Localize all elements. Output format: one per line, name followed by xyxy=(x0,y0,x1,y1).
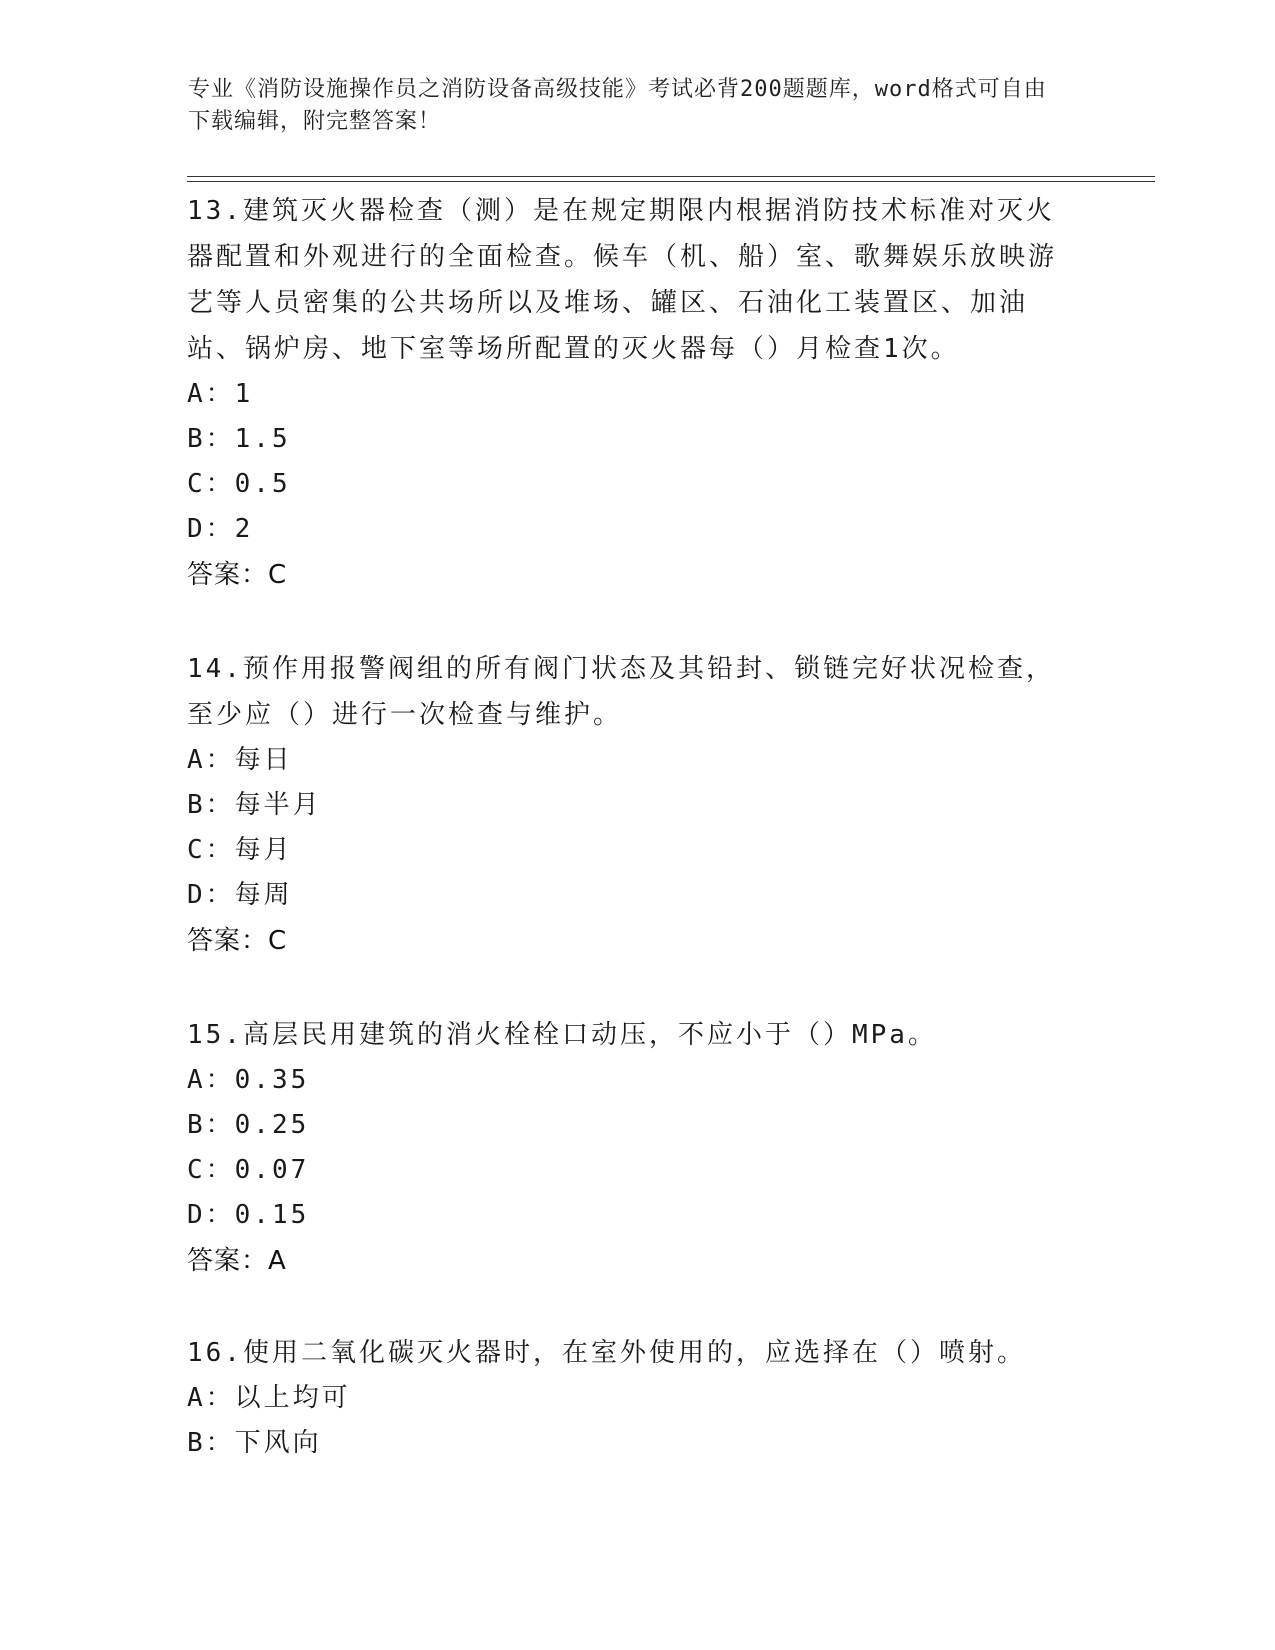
option-a: A：以上均可 xyxy=(187,1383,351,1413)
question-15 xyxy=(187,1012,1077,1284)
option-d: D：每周 xyxy=(187,880,293,910)
option-a: A：0.35 xyxy=(187,1065,310,1095)
answer: 答案：C xyxy=(187,926,288,956)
option-c: C：每月 xyxy=(187,835,293,865)
header-divider-bottom xyxy=(187,181,1155,182)
document-header: 专业《消防设施操作员之消防设备高级技能》考试必背200题题库，word格式可自由下载编辑，附完整答案！ xyxy=(188,77,1047,134)
question-13 xyxy=(187,188,1077,598)
header-divider-top xyxy=(187,176,1155,177)
option-b: B：1.5 xyxy=(187,424,291,454)
question-stem: 15.高层民用建筑的消火栓栓口动压，不应小于（）MPa。 xyxy=(187,1020,937,1050)
option-c: C：0.5 xyxy=(187,469,291,499)
option-d: D：0.15 xyxy=(187,1200,310,1230)
option-b: B：下风向 xyxy=(187,1428,322,1458)
option-b: B：0.25 xyxy=(187,1110,310,1140)
answer: 答案：A xyxy=(187,1246,287,1276)
question-stem: 14.预作用报警阀组的所有阀门状态及其铅封、锁链完好状况检查，至少应（）进行一次检查与维护。 xyxy=(187,654,1055,730)
question-stem: 13.建筑灭火器检查（测）是在规定期限内根据消防技术标准对灭火器配置和外观进行的全面检查。候车（机、船）室、歌舞娱乐放映游艺等人员密集的公共场所以及堆场、罐区、石油化工装置区、加油站、锅炉房、地下室等场所配置的灭火器每（）月检查1次。 xyxy=(187,196,1058,364)
option-b: B：每半月 xyxy=(187,790,322,820)
answer: 答案：C xyxy=(187,560,288,590)
question-14 xyxy=(187,646,1077,964)
option-d: D：2 xyxy=(187,514,254,544)
option-a: A：每日 xyxy=(187,745,293,775)
option-a: A：1 xyxy=(187,379,254,409)
question-16 xyxy=(187,1330,1077,1466)
question-stem: 16.使用二氧化碳灭火器时，在室外使用的，应选择在（）喷射。 xyxy=(187,1338,1026,1368)
option-c: C：0.07 xyxy=(187,1155,310,1185)
